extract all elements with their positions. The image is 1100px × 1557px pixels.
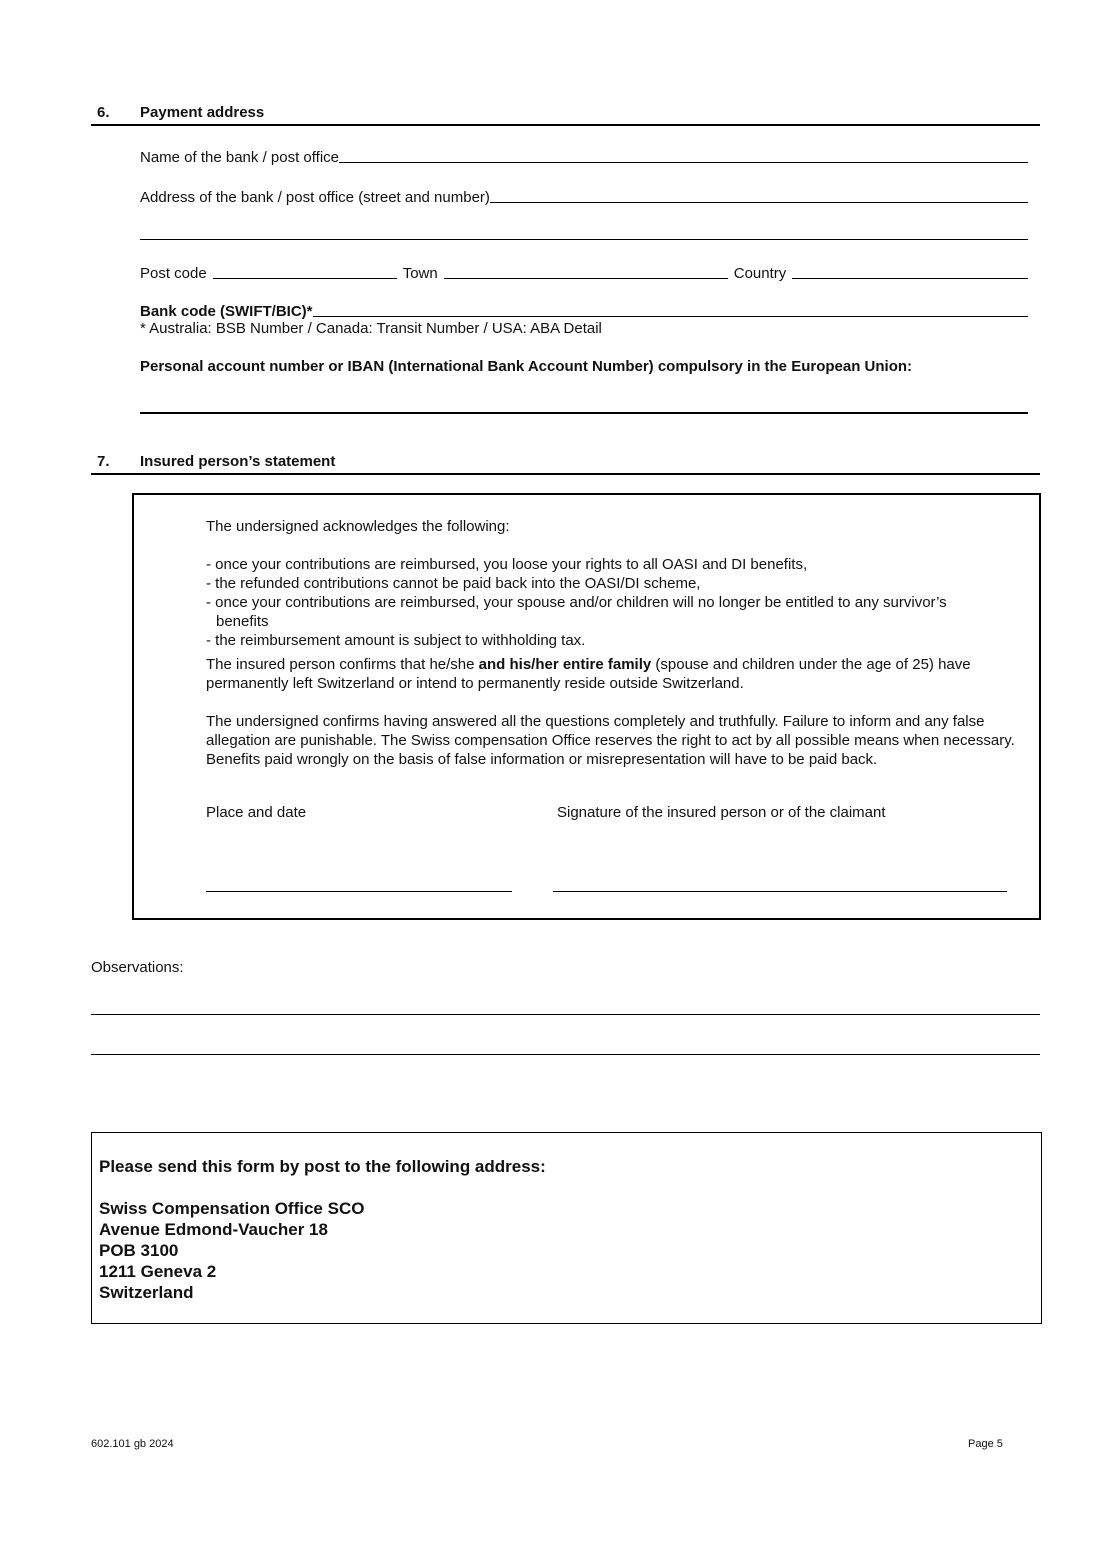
place-date-line[interactable]	[206, 891, 512, 892]
send-address-box	[91, 1132, 1042, 1324]
bank-address-line-2[interactable]	[140, 239, 1028, 240]
section-7-header	[91, 453, 1040, 475]
statement-point: - once your contributions are reimbursed, you loose your rights to all OASI and DI benefits,	[206, 556, 808, 573]
form-code: 602.101 gb 2024	[91, 1438, 174, 1450]
address-line: 1211 Geneva 2	[99, 1262, 217, 1281]
bank-address-field[interactable]	[140, 186, 1028, 206]
section-number: 7.	[97, 453, 110, 470]
confirm-text-end: (spouse and children under the age of 25) have permanently left Switzerland or intend to permanently reside outside Switzerland.	[206, 656, 971, 692]
page-number: Page 5	[968, 1438, 1003, 1450]
section-title: Insured person’s statement	[140, 453, 336, 470]
signature-line[interactable]	[553, 891, 1007, 892]
statement-points	[206, 555, 1031, 650]
statement-point: benefits	[216, 613, 269, 630]
bank-name-label: Name of the bank / post office	[140, 149, 340, 166]
bank-address-label: Address of the bank / post office (street and number)	[140, 189, 490, 206]
confirm-bold-text: and his/her entire family	[478, 656, 652, 673]
bank-code-field[interactable]	[140, 300, 1028, 320]
bank-code-label: Bank code (SWIFT/BIC)*	[140, 303, 313, 320]
section-6-header	[91, 104, 1040, 126]
section-title: Payment address	[140, 104, 265, 121]
statement-box	[132, 493, 1041, 920]
family-confirmation	[206, 655, 1031, 693]
iban-label: Personal account number or IBAN (International Bank Account Number) compulsory in the European Union:	[140, 358, 913, 375]
statement-intro: The undersigned acknowledges the following:	[206, 518, 510, 535]
observations-line-1[interactable]	[91, 1014, 1040, 1015]
statement-point: - the reimbursement amount is subject to withholding tax.	[206, 632, 586, 649]
confirm-text: The insured person confirms that he/she	[206, 656, 479, 673]
send-heading: Please send this form by post to the following address:	[99, 1157, 546, 1176]
bank-code-note: * Australia: BSB Number / Canada: Transit Number / USA: ABA Detail	[140, 320, 602, 337]
statement-point: - the refunded contributions cannot be paid back into the OASI/DI scheme,	[206, 575, 701, 592]
place-date-label: Place and date	[206, 804, 307, 821]
iban-line[interactable]	[140, 412, 1028, 414]
bank-name-line[interactable]	[339, 162, 1028, 163]
bank-name-field[interactable]	[140, 146, 1028, 166]
town-line[interactable]	[444, 278, 728, 279]
post-code-town-country-row	[140, 262, 1028, 282]
signature-label: Signature of the insured person or of the claimant	[557, 804, 886, 821]
section-number: 6.	[97, 104, 110, 121]
address-line: Avenue Edmond-Vaucher 18	[99, 1220, 328, 1239]
truth-statement: The undersigned confirms having answered all the questions completely and truthfully. Failure to inform and any false allegation are punishable. The Swiss compensation Office reserves the right to act by all possible means when necessary. Benefits paid wrongly on the basis of false information or misrepresentation will have to be paid back.	[206, 713, 1015, 768]
bank-code-line[interactable]	[313, 316, 1028, 317]
country-line[interactable]	[792, 278, 1028, 279]
statement-point: - once your contributions are reimbursed, your spouse and/or children will no longer be entitled to any survivor’s	[206, 594, 947, 611]
town-label: Town	[402, 265, 438, 282]
address-line: POB 3100	[99, 1241, 179, 1260]
post-code-line[interactable]	[213, 278, 397, 279]
address-line: Switzerland	[99, 1283, 194, 1302]
post-code-label: Post code	[140, 265, 207, 282]
country-label: Country	[733, 265, 787, 282]
bank-address-line[interactable]	[490, 202, 1028, 203]
address-line: Swiss Compensation Office SCO	[99, 1199, 365, 1218]
observations-label: Observations:	[91, 959, 184, 976]
observations-line-2[interactable]	[91, 1054, 1040, 1055]
